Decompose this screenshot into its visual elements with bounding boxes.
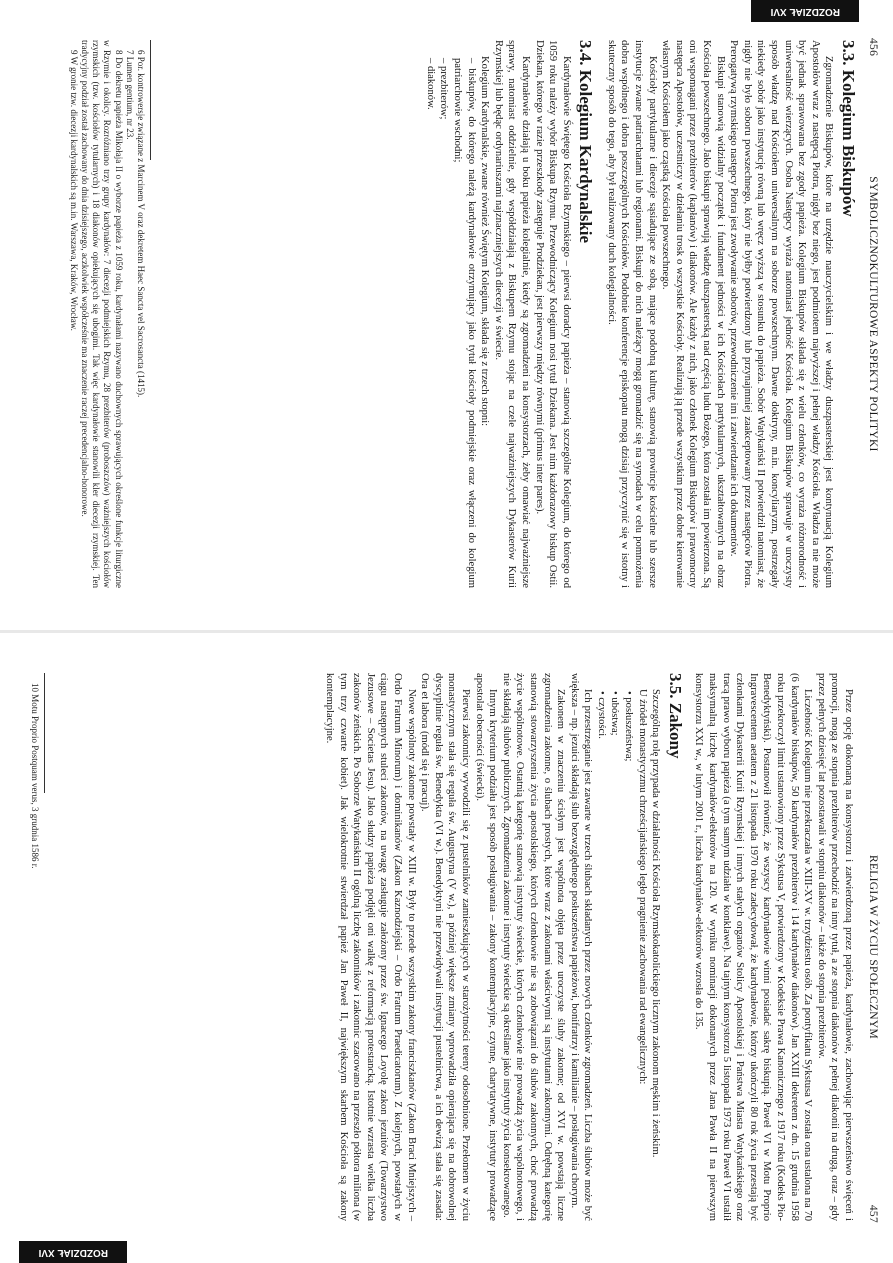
left-page-number: 456 [867, 38, 879, 57]
paragraph: Kardynałowie działają u boku papieża kolegialnie, kiedy są zgromadzeni na konsystorzach, żeby omawiać najważniejsze sprawy, natomiast oddzielnie, gdy współdziałają z Biskupem Rzymu stojąc na czele najważniejszych Dykasterów Kurii Rzymskiej lub będąc ordynariuszami najznaczniejszych diecezji w świecie. [492, 40, 531, 588]
right-page-number: 457 [867, 1204, 879, 1223]
evangelical-counsels-list [594, 673, 635, 1221]
left-footnotes [68, 40, 151, 588]
right-body [322, 673, 855, 1221]
left-page [0, 0, 893, 630]
footnote: 8 Do dekretu papieża Mikołaja II o wyborze papieża z 1059 roku, kardynałami nazywano duchownych sprawujących określone funkcje liturgiczne w Rzymie i okolicy. Rozróżniano trzy grupy kardynałów: 7 diecezji podmiejskich Rzymu, 28 prezbiterów (proboszczów) ważniejszych kościołów rzymskich (tzw. kościołów tytularnych) i 18 diakonów opiekujących się ubogimi. Tak więc kardynałowie stanowili kler diecezji rzymskiej. Ten tradycyjny podział został zachowany do dnia dzisiejszego, aczkolwiek współcześnie ma znaczenie raczej precedencjalno-honorowe. [79, 40, 124, 588]
left-running-title: SYMBOLICZNOKULTUROWE ASPEKTY POLITYKI [867, 176, 879, 452]
paragraph: Ich przestrzeganie jest zawarte w trzech ślubach składanych przez nowych członków zgromadzeń. Liczba ślubów może być większa – np. jezuici składają ślub bezwzględnego posłuszeństwa papieżowi, bonifratrzy i kamilianie – posługiwania chorym. [568, 673, 594, 1221]
paragraph: Kardynałowie Świętego Kościoła Rzymskiego – pierwsi doradcy papieża – stanowią szczególne Kolegium, do którego od 1059 roku należy wybór Biskupa Rzymu. Przewodniczący Kolegium nosi tytuł Dziekana. Jest nim każdorazowy biskup Ostii. Dziekan, którego w razie przeszkody zastępuje Prodziekan, jest pierwszy między równymi (primus inter pares). [533, 40, 572, 588]
paragraph: Zgromadzenie Biskupów, które na urzędzie nauczycielskim i we władzy duszpasterskiej jest kontynuacją Kolegium Apostołów wraz z następcą Piotra, nigdy bez niego, jest podmiotem najwyższej i pełnej władzy Kościoła. Władza ta nie może być jednak sprawowana bez zgody papieża. Kolegium Biskupów składa się z wielu członków, co wyraża różnorodność i uniwersalność wierzących. Osoba Następcy wyraża natomiast jedność Kościoła. Kolegium Biskupów sprawuje w uroczysty sposób władzę nad Kościołem uniwersalnym na soborze powszechnym. Dawne doktryny, m.in. koncyliaryzm, postrzegały niekiedy sobór jako instytucję równą lub wręcz wyższą w stosunku do papieża. Sobór Watykański II potwierdził natomiast, że nigdy nie było soboru powszechnego, który nie byłby potwierdzony lub przynajmniej zaakceptowany przez następców Piotra. Prerogatywą rzymskiego następcy Piotra jest zwoływanie soborów, przewodniczenie im i zatwierdzanie ich dokumentów. [728, 40, 835, 588]
section-heading-zakony: 3.5. Zakony [665, 673, 685, 759]
paragraph: Biskupi stanowią widzialny początek i fundament jedności w ich Kościołach partykularnych, ukształtowanych na obraz Kościoła powszechnego. Jako biskupi sprawują władzę duszpasterską nad częścią ludu Bożego, która została im powierzona. Są oni wspomagani przez prezbiterów (kapłanów) i diakonów. Ale każdy z nich, jako członek Kolegium Biskupów i prawomocny następca Apostołów, uczestniczy w dziełaniu trosk o wszystkie Kościoły. Realizują ją przede wszystkim przez dobre kierowanie własnym Kościołem jako cząstką Kościoła powszechnego. [660, 40, 726, 588]
paragraph: Kolegium Kardynalskie, zwane również Świętym Kolegium, składa się z trzech stopni: [479, 56, 491, 427]
section-heading-kolegium-biskupow: 3.3. Kolegium Biskupów [839, 40, 858, 217]
paragraph: Liczebność Kolegium nie przekraczała w XIII-XV w. trzydziestu osób. Za pontyfikatu Sykstusa V została ona ustalona na 70 (6 kardynałów biskupów, 50 kardynałów prezbiterów i 14 kardynałów diakonów). Jan XXIII dekretem z dn. 15 grudnia 1958 roku przekroczył limit ustanowiony przez Sykstusa V, potwierdzony w Kodeksie Prawa Kanonicznego z 1917 roku (Kodeks Pio-Benedyktyński). Postanowił również, że wszyscy kardynałowie winni posiadać sakrę biskupią. Paweł VI w Motu Proprio Ingravescentem aetatem z 21 listopada 1970 roku zadecydował, że kardynałowie, którzy ukończyli 80 rok życia przestają być członkami Dykasterii Kurii Rzymskiej i innych stałych organów Stolicy Apostolskiej i Państwa Miasta Watykańskiego oraz tracą prawo wyboru papieża (a tym samym udziału w konklawe). Na tajnym konsystorzu 5 listopada 1973 roku Paweł VI ustalił maksymalną liczbę kardynałów-elektorów na 120. W wyniku nominacji dokonanych przez Jana Pawła II na pierwszym konsystorzu XXI w., w lutym 2001 r., liczba kardynałów-elektorów wzrosła do 135. [693, 673, 814, 1221]
right-chapter-tab: ROZDZIAŁ XVI [19, 1241, 127, 1263]
list-item: • posłuszeństwa; [623, 691, 635, 762]
list-item: – biskupów, do którego należą kardynałowie otrzymujący jako tytuł kościoły podmiejskie oraz włączeni do kolegium patriarchowie wschodni; [451, 58, 477, 588]
list-item: • czystości. [595, 691, 607, 739]
left-body [423, 40, 858, 588]
footnote: 7 Lumen gentium, nr 23. [124, 50, 135, 140]
paragraph: Nowe wspólnoty zakonne powstały w XIII w. Były to przede wszystkim zakony franciszkanów (Zakon Braci Mniejszych – Ordo Fratrum Minorum) i dominikanów (Zakon Kaznodziejski – Ordo Fratrum Praedicatorum). Z kolejnych, powstałych w ciągu następnych stuleci zakonów, na uwagę zasługuje założony przez św. Ignacego Loyolę zakon jezuitów (Towarzystwo Jezusowe – Societas Jesu). Jako słudzy papieża podjęli oni walkę z reformacją protestancką. Istotnie wzrasta wielka liczba zakonów żeńskich. Po Soborze Watykańskim II ogólną liczbę zakonników i zakonnic szacowano na przeszło półtora miliona (w tym trzy czwarte kobiet). Jak wielokrotnie stwierdzał papież Jan Paweł II, największym skarbem Kościoła są zakony kontemplacyjne. [324, 673, 417, 1221]
footnote: 10 Motu Proprio Postquam verus, 3 grudnia 1586 r. [30, 683, 40, 869]
paragraph: Kościoły partykularne i diecezje sąsiadujące ze sobą, mające podobną kulturę, stanowią prowincje kościelne lub szersze instytucje zwane patriarchatami lub regionami. Biskupi do nich należący mogą gromadzić się na synodach w celu pomnożenia dobra wspólnego i dobra poszczególnych Kościołów. Podobnie konferencje episkopatu mogą dzisiaj przyczynić się w istotny i skuteczny sposób do tego, aby był realizowany duch kolegialności. [605, 40, 658, 588]
list-item: • ubóstwa; [609, 691, 621, 736]
footnote: 9 W gronie tzw. diecezji kardynalskich są m.in. Warszawa, Kraków, Wrocław. [68, 50, 79, 331]
paragraph: Innym kryterium podziału jest sposób posługiwania – zakony kontemplacyjne, czynne, charytatywne, instytuty prowadzące apostolat obecności (świecki). [473, 673, 499, 1221]
right-page [0, 633, 893, 1263]
right-running-title: RELIGIA W ŻYCIU SPOŁECZNYM [867, 854, 879, 1040]
paragraph: U źródeł monastycyzmu chrześcijańskiego legło pragnienie zachowania rad ewangelicznych: [636, 689, 648, 1085]
list-item: – diakonów. [424, 58, 436, 110]
degrees-list [423, 40, 477, 588]
list-item: – prezbiterów; [438, 58, 450, 120]
footnote-rule [44, 673, 45, 793]
footnote: 6 Por. kontrowersje związane z Marcinem V oraz dekretem Haec Sancta vel Sacrosancta (1415). [136, 50, 146, 398]
section-heading-kolegium-kardynalskie: 3.4. Kolegium Kardynalskie [576, 40, 596, 244]
paragraph: Szczególną rolę przypada w działalności Kościoła Rzymskokatolickiego licznym zakonom męskim i żeńskim. [650, 689, 662, 1158]
paragraph: Pierwsi zakonnicy wywodzili się z pustelników zamieszkujących w starożytności tereny odosobnione. Przełomem w życiu monastycznym stała się reguła św. Augustyna (V w.), a później większe zmiany wprowadziła opierająca się na dobrowolnej dyscyplinie reguła św. Benedykta (VI w.). Benedyktyni nie przewidywali instytucji pustelnictwa, a ich dewizą stała się zasada: Ora et labora (módl się i pracuj). [419, 673, 471, 1221]
paragraph: Przez opcję dokonaną na konsystorzu i zatwierdzoną przez papieża, kardynałowie, zachowując pierwszeństwo święceń i promocji, mogą ze stopnia prezbiterów przechodzić na inny tytuł, a ze stopnia diakonów z pełnej diakonii na drugą, oraz – gdy przez pełnych dziesięć lat pozostawali w stopniu diakonów – także do stopnia prezbiterów. [815, 673, 854, 1221]
right-footnotes [29, 673, 45, 1221]
footnote-rule [150, 40, 151, 160]
paragraph: Zakonem w znaczeniu ścisłym jest wspólnota objęta przez uroczyste śluby zakonne; od XVI w. powstają liczne zgromadzenia zakonne, o ślubach prostych, które wraz z zakonami właściwymi są instytutami zakonnymi. Odrębną kategorię stanowią stowarzyszenia życia apostolskiego, których członkowie nie są zobowiązani do ślubów zakonnych, choć prowadzą życie wspólnotowe. Ostatnią kategorię stanowią instytuty świeckie, których członkowie nie prowadzą życia wspólnotowego, i nie składają ślubów publicznych. Zgromadzenia zakonne i instytuty świeckie są określane jako instytuty życia konsekrowanego. [500, 673, 567, 1221]
left-chapter-tab: ROZDZIAŁ XVI [751, 0, 859, 22]
